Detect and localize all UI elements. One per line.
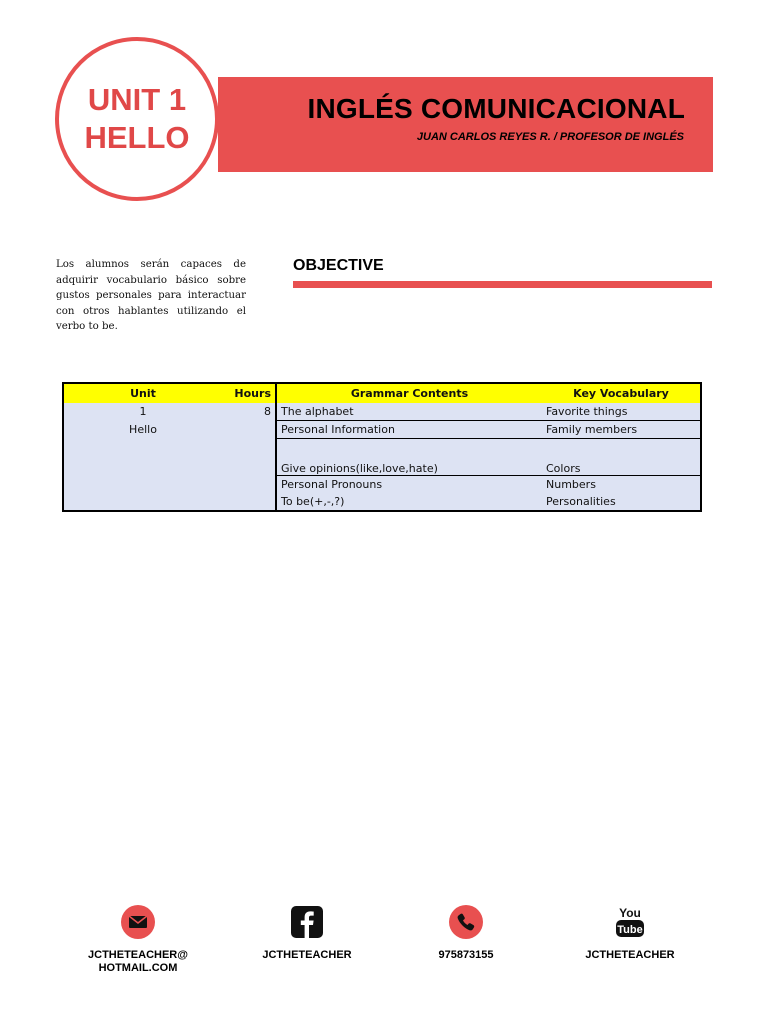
email-line-2: HOTMAIL.COM: [98, 962, 178, 974]
youtube-handle: JCTHETEACHER: [585, 949, 675, 961]
grammar-cell: The alphabet: [276, 403, 542, 421]
unit-name-cell: Hello: [63, 421, 222, 439]
empty-cell: [63, 493, 222, 511]
footer-email[interactable]: [68, 905, 208, 975]
header-vocabulary: Key Vocabulary: [542, 383, 701, 403]
phone-number: 975873155: [438, 949, 494, 961]
grammar-cell: Personal Pronouns: [276, 476, 542, 494]
vocab-cell: Personalities: [542, 493, 701, 511]
footer-facebook[interactable]: [237, 905, 377, 962]
empty-cell: [63, 439, 222, 476]
facebook-handle: JCTHETEACHER: [262, 949, 352, 961]
youtube-icon-bottom-text: Tube: [617, 924, 643, 936]
table-header-row: [63, 383, 701, 403]
course-title: INGLÉS COMUNICACIONAL: [307, 93, 685, 124]
grammar-cell: Personal Information: [276, 421, 542, 439]
vocab-cell: Colors: [542, 439, 701, 476]
table-row: [63, 476, 701, 494]
unit-contents-table: [62, 382, 702, 512]
header-grammar: Grammar Contents: [276, 383, 542, 403]
empty-cell: [222, 493, 276, 511]
envelope-icon: [121, 905, 155, 939]
footer-youtube[interactable]: [560, 905, 700, 962]
table-row: [63, 439, 701, 476]
vocab-cell: Favorite things: [542, 403, 701, 421]
vocab-cell: Numbers: [542, 476, 701, 494]
unit-name: HELLO: [84, 120, 190, 155]
phone-icon: [449, 905, 483, 939]
facebook-icon: [290, 905, 324, 939]
youtube-icon: [613, 905, 647, 939]
grammar-cell: To be(+,-,?): [276, 493, 542, 511]
empty-cell: [222, 421, 276, 439]
teacher-subtitle: JUAN CARLOS REYES R. / PROFESOR DE INGLÉS: [416, 131, 684, 143]
footer-phone[interactable]: [396, 905, 536, 962]
grammar-cell: Give opinions(like,love,hate): [276, 439, 542, 476]
unit-number-cell: 1: [63, 403, 222, 421]
youtube-icon-top-text: You: [619, 906, 641, 920]
unit-badge: [55, 37, 219, 201]
table-row: [63, 421, 701, 439]
vocab-cell: Family members: [542, 421, 701, 439]
table-row: [63, 403, 701, 421]
empty-cell: [63, 476, 222, 494]
header-unit: Unit: [63, 383, 222, 403]
hours-cell: 8: [222, 403, 276, 421]
header-hours: Hours: [222, 383, 276, 403]
empty-cell: [222, 476, 276, 494]
objective-underline: [293, 281, 712, 288]
unit-number: UNIT 1: [87, 82, 187, 117]
objective-heading: OBJECTIVE: [293, 257, 384, 274]
empty-cell: [222, 439, 276, 476]
email-line-1: JCTHETEACHER@: [88, 949, 188, 961]
objective-text: Los alumnos serán capaces de adquirir vocabulario básico sobre gustos personales para interactuar con otros hablantes utilizando el verbo to be.: [56, 259, 246, 333]
table-row: [63, 493, 701, 511]
